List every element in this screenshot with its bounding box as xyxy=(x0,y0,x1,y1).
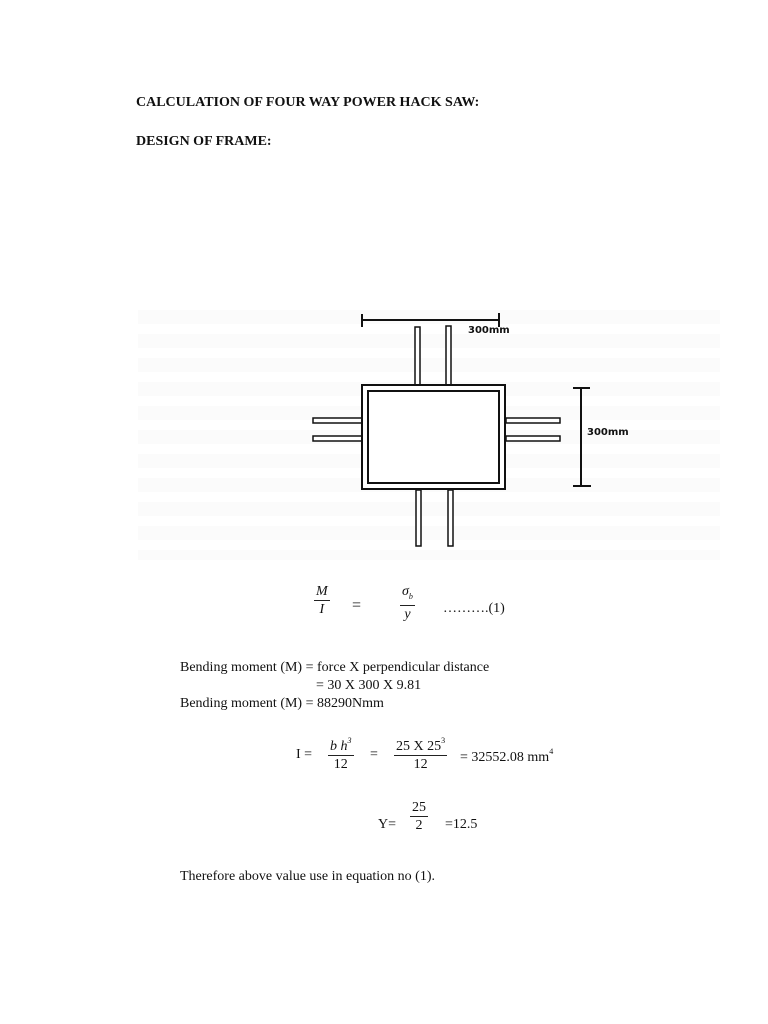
denominator: I xyxy=(319,602,325,617)
bending-moment-formula: Bending moment (M) = force X perpendicular distance xyxy=(180,660,490,675)
height-dimension-label: 300mm xyxy=(587,427,629,438)
exponent: 3 xyxy=(347,736,352,745)
exponent: 3 xyxy=(441,736,446,745)
fraction-25x25cubed-over-12 xyxy=(394,733,447,773)
fraction-bh3-over-12 xyxy=(328,733,354,773)
result-text: = 32552.08 mm xyxy=(460,750,550,765)
numerator-text: b h xyxy=(330,739,348,754)
document-title: CALCULATION OF FOUR WAY POWER HACK SAW: xyxy=(136,95,480,110)
frame-drawing xyxy=(300,305,620,555)
width-dimension-label: 300mm xyxy=(468,325,510,336)
inertia-result xyxy=(460,747,553,766)
inertia-lhs: I = xyxy=(296,747,313,762)
fraction-sigma-over-y xyxy=(400,584,415,623)
fraction-25-over-2 xyxy=(410,800,428,834)
numerator: M xyxy=(316,584,328,599)
denominator: 12 xyxy=(333,757,348,772)
y-lhs: Y= xyxy=(378,817,397,832)
equals-sign: = xyxy=(352,597,362,614)
denominator: 2 xyxy=(415,818,423,833)
denominator: y xyxy=(404,606,411,622)
numerator xyxy=(328,733,354,756)
equals-sign: = xyxy=(370,747,378,762)
bending-moment-result: Bending moment (M) = 88290Nmm xyxy=(180,696,384,711)
exponent: 4 xyxy=(549,747,554,756)
numerator: 25 xyxy=(412,800,426,815)
numerator xyxy=(394,733,447,756)
sigma-symbol: σ xyxy=(402,584,409,599)
conclusion-text: Therefore above value use in equation no (1). xyxy=(180,869,436,884)
numerator-text: 25 X 25 xyxy=(396,739,442,754)
denominator: 12 xyxy=(413,757,428,772)
section-heading: DESIGN OF FRAME: xyxy=(136,134,272,149)
bending-moment-substitution: = 30 X 300 X 9.81 xyxy=(316,678,422,693)
y-result: =12.5 xyxy=(445,817,478,832)
subscript: b xyxy=(408,591,413,601)
fraction-m-over-i xyxy=(314,584,330,618)
numerator xyxy=(400,584,415,606)
equation-reference: ……….(1) xyxy=(443,601,505,616)
